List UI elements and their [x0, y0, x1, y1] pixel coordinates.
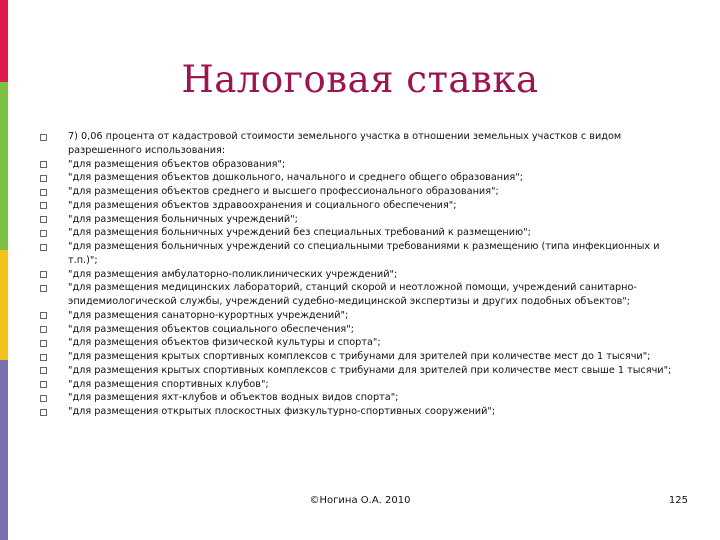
list-item [40, 364, 680, 378]
square-bullet-icon [40, 161, 47, 168]
list-item [40, 281, 680, 309]
square-bullet-icon [40, 367, 47, 374]
square-bullet-icon [40, 189, 47, 196]
list-item [40, 323, 680, 337]
list-item-text: "для размещения амбулаторно-поликлинических учреждений"; [68, 268, 398, 280]
list-item [40, 158, 680, 172]
list-item-text: "для размещения объектов физической культуры и спорта"; [68, 337, 381, 349]
list-item [40, 171, 680, 185]
list-item [40, 350, 680, 364]
list-item [40, 268, 680, 282]
square-bullet-icon [40, 285, 47, 292]
square-bullet-icon [40, 230, 47, 237]
list-item-text: "для размещения объектов социального обеспечения"; [68, 323, 354, 335]
list-item-text: 7) 0,06 процента от кадастровой стоимости земельного участка в отношении земельных участков с видом разрешенного использования: [68, 131, 622, 156]
square-bullet-icon [40, 202, 47, 209]
list-item-text: "для размещения больничных учреждений без специальных требований к размещению"; [68, 227, 531, 239]
list-item-text: "для размещения открытых плоскостных физкультурно-спортивных сооружений"; [68, 406, 496, 417]
square-bullet-icon [40, 271, 47, 278]
list-item [40, 130, 680, 158]
slide-title: Налоговая ставка [181, 58, 539, 101]
list-item-text: "для размещения объектов здравоохранения и социального обеспечения"; [68, 199, 457, 211]
sidebar-stripe-green [0, 82, 8, 250]
square-bullet-icon [40, 381, 47, 388]
list-item-text: "для размещения крытых спортивных комплексов с трибунами для зрителей при количестве мест до 1 тысячи"; [68, 351, 651, 362]
list-item-text: "для размещения медицинских лабораторий, станций скорой и неотложной помощи, учреждений санитарно-эпидемиологической службы, учреждений судебно-медицинской экспертизы и других подобных объектов"; [68, 282, 637, 307]
list-item [40, 213, 680, 227]
list-item [40, 336, 680, 350]
square-bullet-icon [40, 244, 47, 251]
square-bullet-icon [40, 395, 47, 402]
list-item-text: "для размещения объектов среднего и высшего профессионального образования"; [68, 186, 499, 197]
list-item-text: "для размещения объектов образования"; [68, 158, 286, 170]
list-item [40, 405, 680, 419]
square-bullet-icon [40, 409, 47, 416]
list-item [40, 185, 680, 199]
square-bullet-icon [40, 216, 47, 223]
bullet-list [40, 130, 680, 419]
page-number: 125 [668, 495, 688, 506]
list-item-text: "для размещения яхт-клубов и объектов водных видов спорта"; [68, 392, 399, 404]
square-bullet-icon [40, 134, 47, 141]
square-bullet-icon [40, 175, 47, 182]
list-item-text: "для размещения санаторно-курортных учреждений"; [68, 309, 349, 321]
list-item [40, 240, 680, 268]
square-bullet-icon [40, 340, 47, 347]
square-bullet-icon [40, 312, 47, 319]
list-item-text: "для размещения больничных учреждений со специальными требованиями к размещению (типа инфекционных и т.п.)"; [68, 241, 660, 266]
list-item-text: "для размещения крытых спортивных комплексов с трибунами для зрителей при количестве мест свыше 1 тысячи"; [68, 364, 672, 376]
list-item-text: "для размещения спортивных клубов"; [68, 378, 269, 390]
list-item-text: "для размещения больничных учреждений"; [68, 213, 298, 225]
square-bullet-icon [40, 354, 47, 361]
square-bullet-icon [40, 326, 47, 333]
list-item [40, 309, 680, 323]
list-item [40, 378, 680, 392]
list-item-text: "для размещения объектов дошкольного, начального и среднего общего образования"; [68, 172, 523, 184]
sidebar-stripe-yellow [0, 250, 8, 360]
footer-author: ©Ногина О.А. 2010 [309, 495, 411, 506]
sidebar-stripe-purple [0, 360, 8, 540]
list-item [40, 226, 680, 240]
list-item [40, 391, 680, 405]
list-item [40, 199, 680, 213]
